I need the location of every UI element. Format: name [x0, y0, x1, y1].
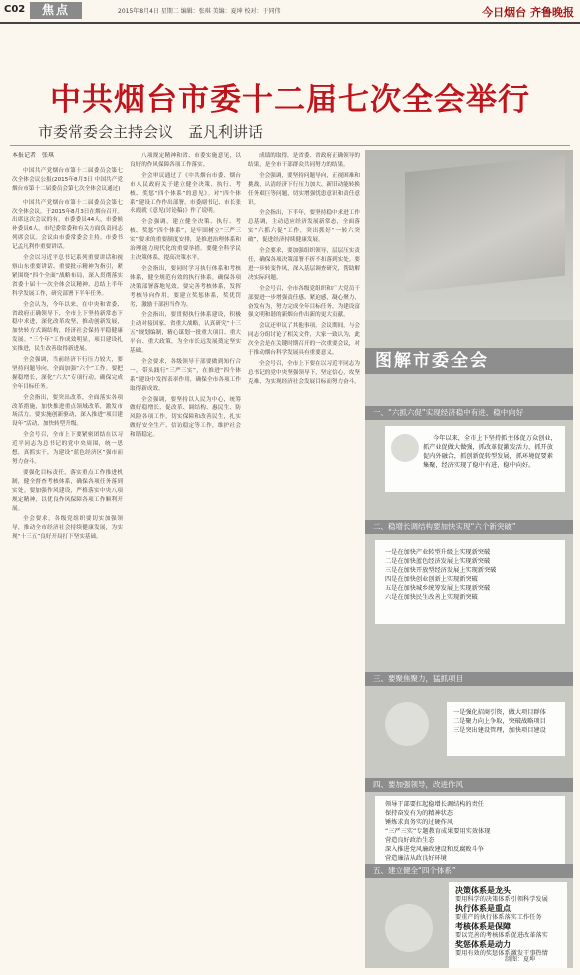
paragraph: 全会强调，要坚持以人民为中心，统筹做好稳增长、促改革、调结构、惠民生、防风险各项工作，切实保障和改善民生，扎实做好安全生产、信访稳定等工作，维护社会和谐稳定。	[130, 396, 241, 439]
section-body: 领导干部要扛起稳增长调结构的责任 保持奋发有为的精神状态 锤炼求真务实的过硬作风 “三严三实”专题教育成果要用实效体现 营造良好政治生态 深入推进党风廉政建设和反腐败斗争 营造廉洁从政良好环境	[385, 801, 491, 862]
flag-image	[405, 156, 565, 293]
section-card	[375, 796, 565, 864]
system-item-desc: 要重产的执行体系落实工作任务	[455, 914, 542, 921]
system-item-heading: 奖惩体系是动力	[455, 940, 511, 949]
section-heading: 四、要加强领导，改进作风	[373, 780, 463, 789]
paragraph: 成绩的取得，是省委、省政府正确领导的结果，是全市干部群众共同努力的结果。	[248, 153, 360, 168]
article-lead: 中国共产党烟台市第十二届委员会第七次全体会议公报(2015年8月3日 中国共产党烟台市第十二届委员会第七次全体会议通过)	[12, 167, 123, 192]
page-header	[0, 0, 580, 24]
paragraph: 会议还审议了其他事项。会议期间，与会同志分组讨论了相关文件，大家一致认为，此次全会是在关键时期召开的一次重要会议，对于推动烟台科学发展具有重要意义。	[248, 323, 360, 357]
paragraph: 八项规定精神和省、市委实施意见，以良好的作风保障各项工作落实。	[130, 153, 241, 168]
subheadline: 市委常委会主持会议 孟凡利讲话	[38, 123, 264, 141]
infographic-panel	[365, 150, 573, 968]
system-item-desc: 要用有效的奖惩体系激发干事热情	[455, 950, 548, 957]
section-heading-bar	[365, 672, 573, 686]
section-heading: 二、稳增长调结构要加快实现“六个新突破”	[373, 522, 516, 531]
paragraph: 全会强调，要坚持问题导向，正视困难和挑战，认清经济下行压力加大、新旧动能转换任务艰巨等问题，切实增强忧患意识和责任意识。	[248, 172, 360, 206]
divider	[10, 145, 570, 146]
paragraph: 全会以习近平总书记系列重要讲话和视察山东重要讲话、重要批示精神为指引，紧紧围绕“四个全面”战略布局，深入贯彻落实省委十届十一次全体会议精神，总结上半年科学发展工作，研究部署下半年任务。	[12, 255, 123, 297]
system-item-desc: 要以完善的考核体系促进改革落实	[455, 932, 548, 939]
city-icon	[391, 434, 419, 462]
gear-icon	[385, 904, 433, 952]
section-heading-bar	[365, 778, 573, 792]
graphic-credit: 制图：夏坤	[505, 956, 536, 963]
article-column-1	[12, 152, 123, 970]
section-body: 一是强化招商引资，做大项目群体 二是聚力向上争取，突破战略项目 三是突出建设管理，加快项目建设	[453, 709, 546, 734]
newspaper-brand: 今日烟台 齐鲁晚报	[482, 6, 574, 19]
paragraph: 全会指出，要贯彻执行体系建设，积极主动对接国家、省重大战略，认真研究“十三五”规划编制，精心谋划一批重大项目、重大平台、重大政策，为全市长远发展奠定坚实基础。	[130, 312, 241, 355]
paragraph: 全会号召，全市各级党组织和广大党员干部要进一步增强责任感、紧迫感，凝心聚力，奋发有为，努力完成全年目标任务，为建设富强文明和谐的新烟台作出新的更大贡献。	[248, 285, 360, 319]
system-item-heading: 执行体系是重点	[455, 904, 511, 913]
paragraph: 中国共产党烟台市第十二届委员会第七次全体会议，于2015年8月3日在烟台召开。出席这次会议的有，市委委员44人，市委候补委员6人。市纪委常委和有关方面负责同志列席会议。会议由市委常委会主持。市委书记孟凡利作重要讲话。	[12, 199, 123, 251]
paragraph: 全会号召，全市上下要紧密团结在以习近平同志为总书记的党中央周围，统一思想，真抓实干，为建设“蓝色经济区”强市而努力奋斗。	[12, 432, 123, 465]
flag-background	[365, 150, 573, 320]
section-heading: 一、“六抓六促”实现经济稳中有进、稳中向好	[373, 408, 524, 417]
system-item-heading: 决策体系是龙头	[455, 886, 511, 895]
section-body: 一是在加快产业转型升级上实现新突破 二是在加快蓝色经济发展上实现新突破 三是在加快开放型经济发展上实现新突破 四是在加快创业创新上实现新突破 五是在加快城乡统筹发展上实现新突破 六是在加快民生改善上实现新突破	[385, 549, 497, 601]
paragraph: 全会要求，各级党组织要切实加强领导，推动全市经济社会持续健康发展，为实现“十三五”良好开局打下坚实基础。	[12, 516, 123, 541]
paragraph: 全会指出，要突出改革，全面落实各项改革措施，加快推进重点领域改革，激发市场活力。要实施创新驱动，深入推进“项目建设年”活动，加快转型升级。	[12, 394, 123, 428]
section-heading-bar	[365, 406, 573, 420]
paragraph: 全会审议通过了《中共烟台市委、烟台市人民政府关于建立健全决策、执行、考核、奖惩“四个体系”的意见》。对“四个体系”建设工作作出部署。市委副书记、市长张永霞就《意见(讨论稿)》作了说明。	[130, 172, 241, 215]
paragraph: 全会强调，当前经济下行压力较大，要坚持问题导向，全面加强“六个”工作。要把握稳增长，深化“六大”专项行动，确保完成全年目标任务。	[12, 357, 123, 390]
paragraph: 全会指出，要同时学习执行体系和考核体系，健全规范有效的执行体系，确保各项决策部署落地见效。要完善考核体系，发挥考核导向作用。要建立奖惩体系，奖优罚劣，激励干部担当作为。	[130, 265, 241, 308]
paragraph: 全会指出，下半年，要坚持稳中求进工作总基调，主动适应经济发展新常态，全面落实“六抓六促”工作，突出抓好“一转六突破”，促进经济持续健康发展。	[248, 210, 360, 244]
paragraph: 全会认为，今年以来，在中央和省委、省政府正确领导下，全市上下坚持新常态下稳中求进，深化改革攻坚，推动创新发展，加快转方式调结构，经济社会保持平稳健康发展。“三个年”工作成效明显，项目建设扎实推进，民生改善取得新进展。	[12, 301, 123, 353]
paragraph: 要强化目标责任，落实重点工作推进机制，健全督查考核体系，确保各项任务落到实处。要加强作风建设，严格落实中央八项规定精神，以优良作风保障各项工作顺利开展。	[12, 469, 123, 512]
section-card	[375, 540, 565, 624]
section-tag: 焦点	[30, 2, 82, 19]
section-body: 今年以来，全市上下坚持抓主体促万众创业，抓产业促做大做强，抓改革促激发活力，抓开放促内外融合，抓创新促转型发展，抓环境促要素集聚，经济实现了稳中有进、稳中向好。	[423, 435, 557, 469]
byline: 本报记者 张琪	[12, 152, 55, 159]
issue-meta: 2015年8月4日 星期二 编辑：张琪 美编：夏坤 校对：于同伟	[118, 8, 281, 15]
system-item-heading: 考核体系是保障	[455, 922, 511, 931]
section-card	[447, 702, 565, 756]
section-heading: 五、建立健全“四个体系”	[373, 866, 456, 875]
system-item	[455, 886, 563, 958]
paragraph: 全会号召，全市上下要在以习近平同志为总书记的党中央坚强领导下，坚定信心，攻坚克难，为实现经济社会发展目标而努力奋斗。	[248, 360, 360, 385]
page-code: C02	[4, 4, 26, 15]
section-heading-bar	[365, 864, 573, 878]
article-column-3	[248, 152, 360, 970]
article-column-2	[130, 152, 241, 970]
paragraph: 全会强调，建立健全决策、执行、考核、奖惩“四个体系”，是牢固树立“三严三实”要求的重要制度安排，是推进治理体系和治理能力现代化的重要举措。要健全科学民主决策体系，提高决策水平。	[130, 219, 241, 261]
section-card	[385, 426, 565, 492]
headline: 中共烟台市委十二届七次全会举行	[50, 82, 530, 118]
section-heading-bar	[365, 520, 573, 534]
infographic-title: 图解市委全会	[375, 351, 489, 371]
paragraph: 全会要求，各级领导干部要做到知行合一，带头践行“三严三实”，在推进“四个体系”建设中发挥表率作用，确保全市各项工作取得新成效。	[130, 358, 241, 392]
infographic-title-band	[365, 348, 573, 374]
section-heading: 三、要聚焦聚力，猛抓项目	[373, 674, 463, 683]
paragraph: 全会要求，要加强组织领导，层层压实责任，确保各项决策部署不折不扣落到实处。要进一步转变作风，深入基层调查研究，帮助解决实际问题。	[248, 248, 360, 281]
target-icon	[385, 702, 429, 746]
system-item-desc: 要用科学的决策体系引领科学发展	[455, 896, 548, 903]
